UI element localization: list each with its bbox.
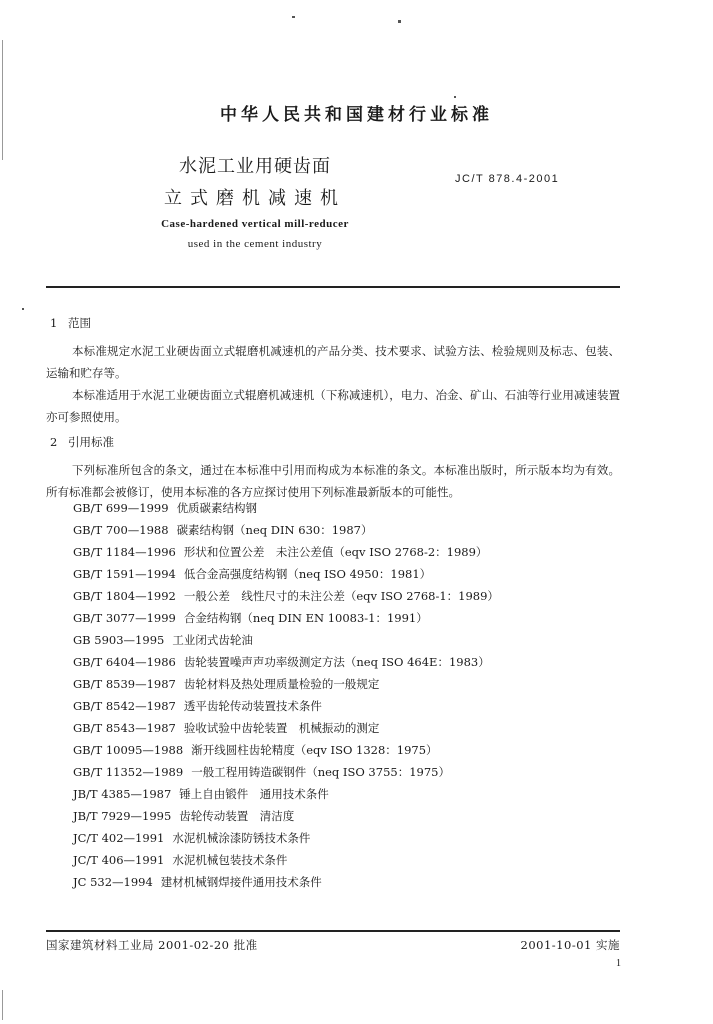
reference-title: 优质碳素结构钢	[176, 501, 258, 515]
reference-title: 锤上自由锻件 通用技术条件	[179, 787, 329, 801]
reference-code: JC/T 406—1991	[73, 853, 165, 867]
section-number: 1	[50, 316, 58, 330]
reference-code: JB/T 7929—1995	[73, 809, 172, 823]
reference-code: GB/T 10095—1988	[73, 743, 184, 757]
section-heading	[50, 315, 91, 331]
reference-list	[73, 497, 499, 893]
reference-item	[73, 717, 499, 739]
reference-item	[73, 607, 499, 629]
reference-code: GB/T 1804—1992	[73, 589, 176, 603]
reference-code: GB/T 8543—1987	[73, 721, 176, 735]
section-heading	[50, 434, 114, 450]
reference-title: 齿轮装置噪声声功率级测定方法（neq ISO 464E：1983）	[183, 655, 490, 669]
reference-code: GB/T 1184—1996	[73, 545, 176, 559]
section-title: 范围	[68, 316, 91, 330]
reference-code: JC 532—1994	[73, 875, 153, 889]
reference-title: 齿轮传动装置 清洁度	[179, 809, 295, 823]
scan-speck	[22, 308, 24, 310]
reference-item	[73, 585, 499, 607]
scan-speck	[454, 96, 456, 98]
reference-title: 水泥机械涂漆防锈技术条件	[172, 831, 311, 845]
reference-code: GB/T 11352—1989	[73, 765, 184, 779]
reference-item	[73, 651, 499, 673]
reference-code: GB/T 8542—1987	[73, 699, 176, 713]
reference-item	[73, 497, 499, 519]
implementation-date: 2001-10-01 实施	[520, 938, 620, 952]
reference-item	[73, 541, 499, 563]
reference-code: GB/T 699—1999	[73, 501, 169, 515]
reference-title: 水泥机械包装技术条件	[172, 853, 288, 867]
approval-date: 国家建筑材料工业局 2001-02-20 批准	[46, 938, 258, 952]
reference-title: 验收试验中齿轮装置 机械振动的测定	[183, 721, 380, 735]
scan-speck	[292, 16, 295, 18]
scan-speck	[398, 20, 401, 23]
section-title: 引用标准	[68, 435, 114, 449]
reference-item	[73, 739, 499, 761]
reference-title: 齿轮材料及热处理质量检验的一般规定	[183, 677, 380, 691]
reference-title: 透平齿轮传动装置技术条件	[183, 699, 322, 713]
section-number: 2	[50, 435, 58, 449]
reference-title: 工业闭式齿轮油	[172, 633, 253, 647]
reference-code: JB/T 4385—1987	[73, 787, 172, 801]
reference-item	[73, 827, 499, 849]
title-en-line1: Case-hardened vertical mill-reducer	[161, 218, 349, 230]
footer-rule	[46, 930, 620, 932]
reference-title: 形状和位置公差 未注公差值（eqv ISO 2768-2：1989）	[183, 545, 488, 559]
paragraph: 本标准规定水泥工业硬齿面立式辊磨机减速机的产品分类、技术要求、试验方法、检验规则及标志、包装、运输和贮存等。	[46, 344, 620, 380]
reference-item	[73, 563, 499, 585]
reference-item	[73, 695, 499, 717]
page-number: 1	[616, 958, 621, 969]
reference-title: 一般工程用铸造碳钢件（neq ISO 3755：1975）	[191, 765, 450, 779]
reference-code: GB/T 700—1988	[73, 523, 169, 537]
reference-item	[73, 673, 499, 695]
reference-title: 渐开线圆柱齿轮精度（eqv ISO 1328：1975）	[191, 743, 438, 757]
reference-code: GB/T 3077—1999	[73, 611, 176, 625]
reference-item	[73, 519, 499, 541]
reference-item	[73, 629, 499, 651]
scan-edge	[2, 990, 3, 1020]
reference-title: 建材机械钢焊接件通用技术条件	[160, 875, 322, 889]
paragraph: 下列标准所包含的条文，通过在本标准中引用而构成为本标准的条文。本标准出版时，所示版本均为有效。所有标准都会被修订，使用本标准的各方应探讨使用下列标准最新版本的可能性。	[46, 463, 620, 499]
reference-title: 一般公差 线性尺寸的未注公差（eqv ISO 2768-1：1989）	[183, 589, 499, 603]
reference-item	[73, 871, 499, 893]
reference-code: GB/T 1591—1994	[73, 567, 176, 581]
paragraph: 本标准适用于水泥工业硬齿面立式辊磨机减速机（下称减速机），电力、冶金、矿山、石油等行业用减速装置亦可参照使用。	[46, 388, 620, 424]
reference-title: 低合金高强度结构钢（neq ISO 4950：1981）	[183, 567, 432, 581]
reference-code: GB/T 6404—1986	[73, 655, 176, 669]
reference-title: 碳素结构钢（neq DIN 630：1987）	[176, 523, 373, 537]
reference-item	[73, 761, 499, 783]
reference-code: GB 5903—1995	[73, 633, 165, 647]
reference-item	[73, 849, 499, 871]
title-en-line2: used in the cement industry	[187, 238, 323, 250]
header-rule	[46, 286, 620, 288]
title-zh-line1: 水泥工业用硬齿面	[179, 156, 331, 177]
reference-item	[73, 805, 499, 827]
standard-type: 中华人民共和国建材行业标准	[220, 105, 493, 125]
reference-code: GB/T 8539—1987	[73, 677, 176, 691]
title-zh-line2: 立式磨机减速机	[164, 188, 346, 209]
reference-item	[73, 783, 499, 805]
standard-number: JC/T 878.4-2001	[455, 173, 560, 185]
reference-title: 合金结构钢（neq DIN EN 10083-1：1991）	[183, 611, 428, 625]
reference-code: JC/T 402—1991	[73, 831, 165, 845]
